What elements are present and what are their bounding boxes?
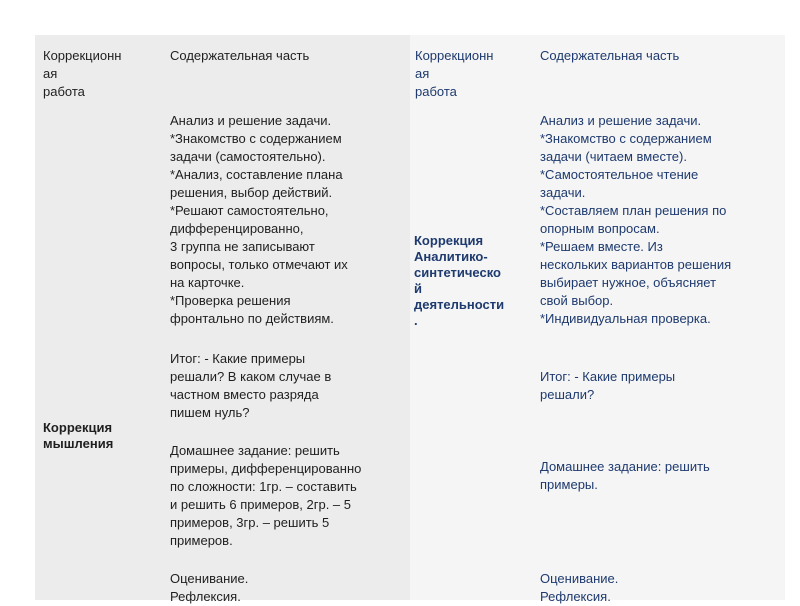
header-line: Коррекционн xyxy=(415,48,494,63)
text-line: свой выбор. xyxy=(540,293,614,308)
header-line: Содержательная часть xyxy=(170,48,310,63)
text-line: 3 группа не записывают xyxy=(170,239,315,254)
text-line: решения, выбор действий. xyxy=(170,185,333,200)
row-label-thinking-correction xyxy=(43,420,153,452)
header-line: Коррекционн xyxy=(43,48,122,63)
text-line: задачи (самостоятельно). xyxy=(170,149,326,164)
text-line: решали? xyxy=(540,387,595,402)
text-line: вопросы, только отмечают их xyxy=(170,257,348,272)
text-line: Оценивание. xyxy=(170,571,249,586)
label-line: синтетическо xyxy=(414,265,501,280)
text-line: Рефлексия. xyxy=(170,589,241,604)
left-task-analysis-block xyxy=(170,112,348,328)
text-line: Итог: - Какие примеры xyxy=(540,369,676,384)
text-line: Домашнее задание: решить xyxy=(170,443,340,458)
text-line: по сложности: 1гр. – составить xyxy=(170,479,357,494)
text-line: нескольких вариантов решения xyxy=(540,257,732,272)
text-line: Анализ и решение задачи. xyxy=(540,113,702,128)
text-line: решали? В каком случае в xyxy=(170,369,332,384)
right-header-correction-work xyxy=(415,47,525,101)
text-line: *Проверка решения xyxy=(170,293,291,308)
left-grading-block xyxy=(170,570,248,606)
right-summary-block xyxy=(540,368,675,404)
text-line: *Анализ, составление плана xyxy=(170,167,343,182)
text-line: *Знакомство с содержанием xyxy=(540,131,712,146)
text-line: частном вместо разряда xyxy=(170,387,319,402)
label-line: мышления xyxy=(43,436,114,451)
text-line: выбирает нужное, объясняет xyxy=(540,275,717,290)
text-line: примеры. xyxy=(540,477,598,492)
header-line: Содержательная часть xyxy=(540,48,680,63)
left-header-content-part xyxy=(170,47,400,65)
left-header-correction-work xyxy=(43,47,153,101)
right-homework-block xyxy=(540,458,710,494)
text-line: примеров, 3гр. – решить 5 xyxy=(170,515,330,530)
text-line: фронтально по действиям. xyxy=(170,311,334,326)
text-line: пишем нуль? xyxy=(170,405,250,420)
label-line: Коррекция xyxy=(43,420,113,435)
text-line: задачи. xyxy=(540,185,586,200)
header-line: ая xyxy=(415,66,430,81)
text-line: и решить 6 примеров, 2гр. – 5 xyxy=(170,497,351,512)
right-header-content-part xyxy=(540,47,770,65)
right-task-analysis-block xyxy=(540,112,731,328)
label-line: . xyxy=(414,313,418,328)
text-line: Оценивание. xyxy=(540,571,619,586)
label-line: Аналитико- xyxy=(414,249,488,264)
text-line: примеры, дифференцированно xyxy=(170,461,362,476)
text-line: *Индивидуальная проверка. xyxy=(540,311,711,326)
text-line: на карточке. xyxy=(170,275,245,290)
row-label-analytic-correction xyxy=(414,233,529,329)
text-line: Итог: - Какие примеры xyxy=(170,351,306,366)
text-line: дифференцированно, xyxy=(170,221,304,236)
text-line: *Решают самостоятельно, xyxy=(170,203,329,218)
text-line: опорным вопросам. xyxy=(540,221,660,236)
header-line: ая xyxy=(43,66,58,81)
text-line: Рефлексия. xyxy=(540,589,611,604)
text-line: *Самостоятельное чтение xyxy=(540,167,699,182)
header-line: работа xyxy=(415,84,457,99)
text-line: примеров. xyxy=(170,533,233,548)
left-homework-block xyxy=(170,442,361,550)
text-line: Анализ и решение задачи. xyxy=(170,113,332,128)
label-line: Коррекция xyxy=(414,233,484,248)
text-line: Домашнее задание: решить xyxy=(540,459,710,474)
label-line: й xyxy=(414,281,422,296)
text-line: *Составляем план решения по xyxy=(540,203,727,218)
left-summary-block xyxy=(170,350,331,422)
right-grading-block xyxy=(540,570,618,606)
text-line: *Решаем вместе. Из xyxy=(540,239,663,254)
header-line: работа xyxy=(43,84,85,99)
text-line: *Знакомство с содержанием xyxy=(170,131,342,146)
label-line: деятельности xyxy=(414,297,505,312)
text-line: задачи (читаем вместе). xyxy=(540,149,687,164)
